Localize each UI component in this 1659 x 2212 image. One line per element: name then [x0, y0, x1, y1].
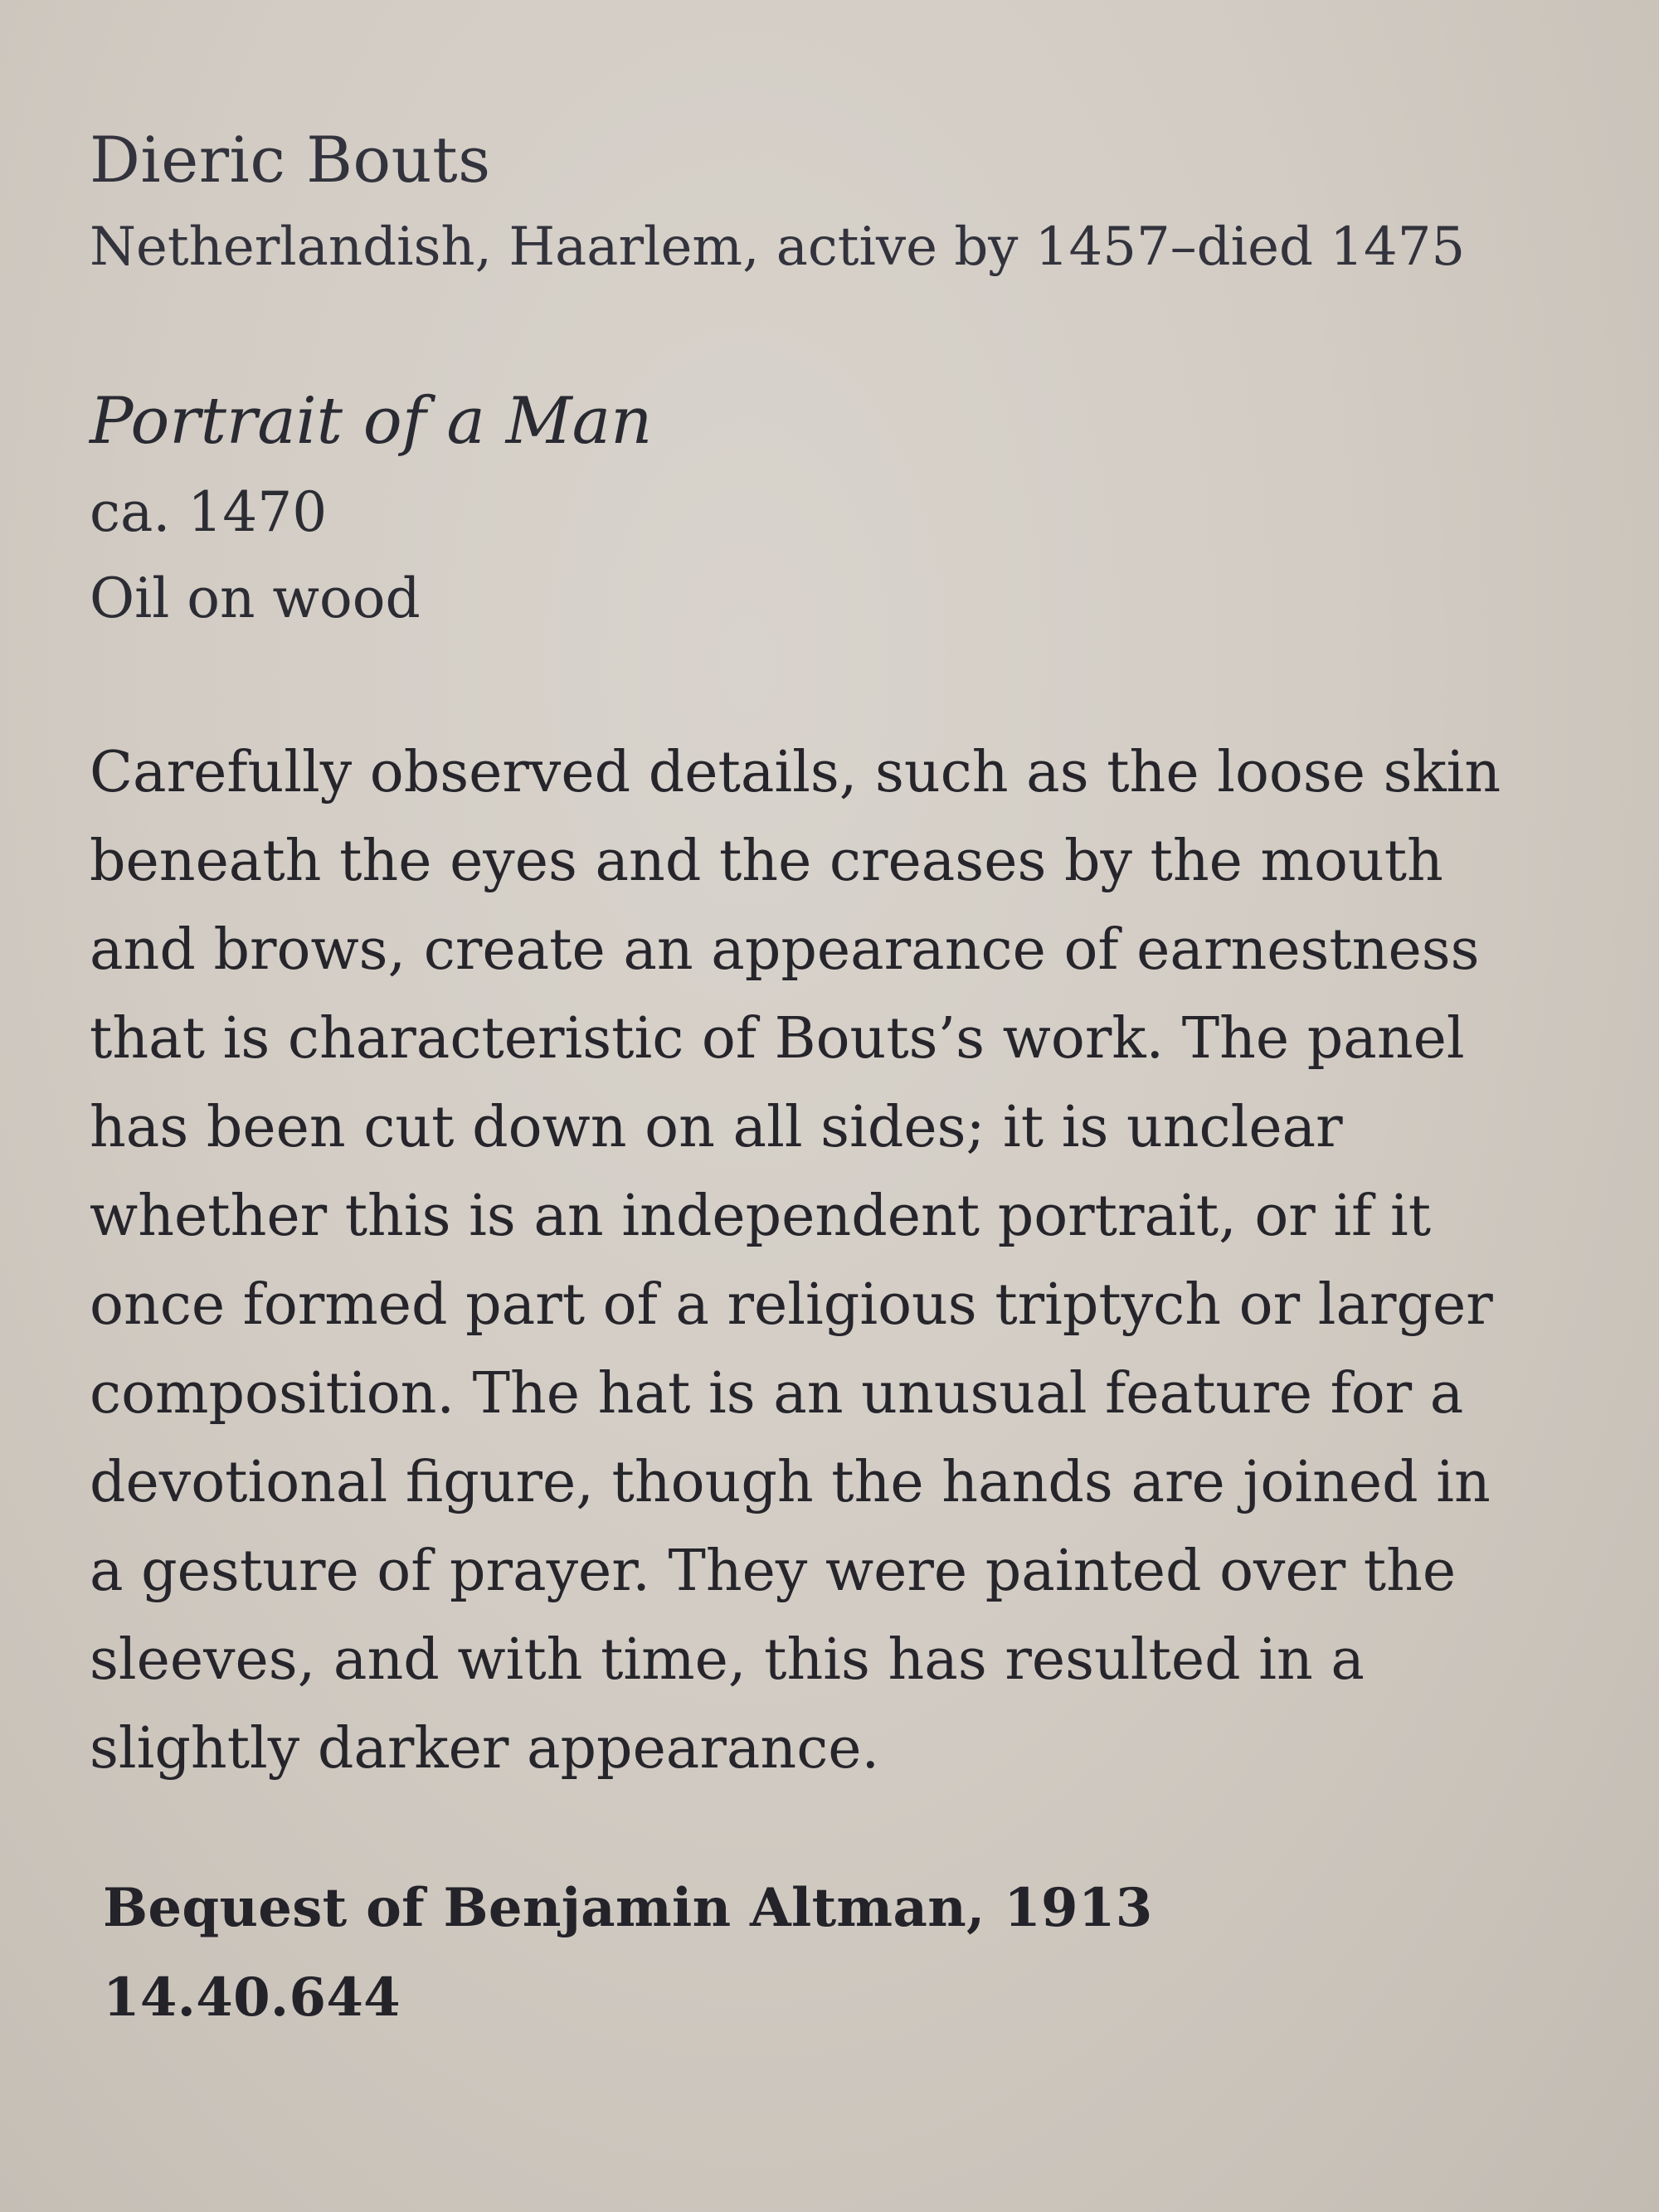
artwork-date: ca. 1470: [90, 480, 328, 544]
description-line: composition. The hat is an unusual feature for a: [90, 1361, 1464, 1427]
artwork-medium: Oil on wood: [90, 566, 421, 630]
artwork-description: [90, 728, 1583, 1793]
artist-bio: Netherlandish, Haarlem, active by 1457–died 1475: [90, 216, 1466, 278]
credit-block: [103, 1864, 1153, 2043]
description-line: a gesture of prayer. They were painted over the: [90, 1539, 1457, 1604]
artwork-title: Portrait of a Man: [90, 384, 653, 459]
description-line: slightly darker appearance.: [90, 1716, 880, 1782]
description-line: has been cut down on all sides; it is unclear: [90, 1095, 1343, 1160]
description-line: whether this is an independent portrait, or if it: [90, 1184, 1432, 1249]
description-line: and brows, create an appearance of earnestness: [90, 917, 1480, 983]
artist-name: Dieric Bouts: [90, 123, 491, 197]
credit-line: Bequest of Benjamin Altman, 1913: [103, 1877, 1153, 1939]
description-line: beneath the eyes and the creases by the mouth: [90, 829, 1443, 894]
description-line: once formed part of a religious triptych or larger: [90, 1272, 1493, 1338]
description-line: devotional figure, though the hands are joined in: [90, 1450, 1491, 1515]
accession-number: 14.40.644: [103, 1966, 401, 2029]
description-line: Carefully observed details, such as the loose skin: [90, 740, 1501, 805]
description-line: sleeves, and with time, this has resulted in a: [90, 1627, 1365, 1693]
description-line: that is characteristic of Bouts’s work. The panel: [90, 1006, 1465, 1072]
